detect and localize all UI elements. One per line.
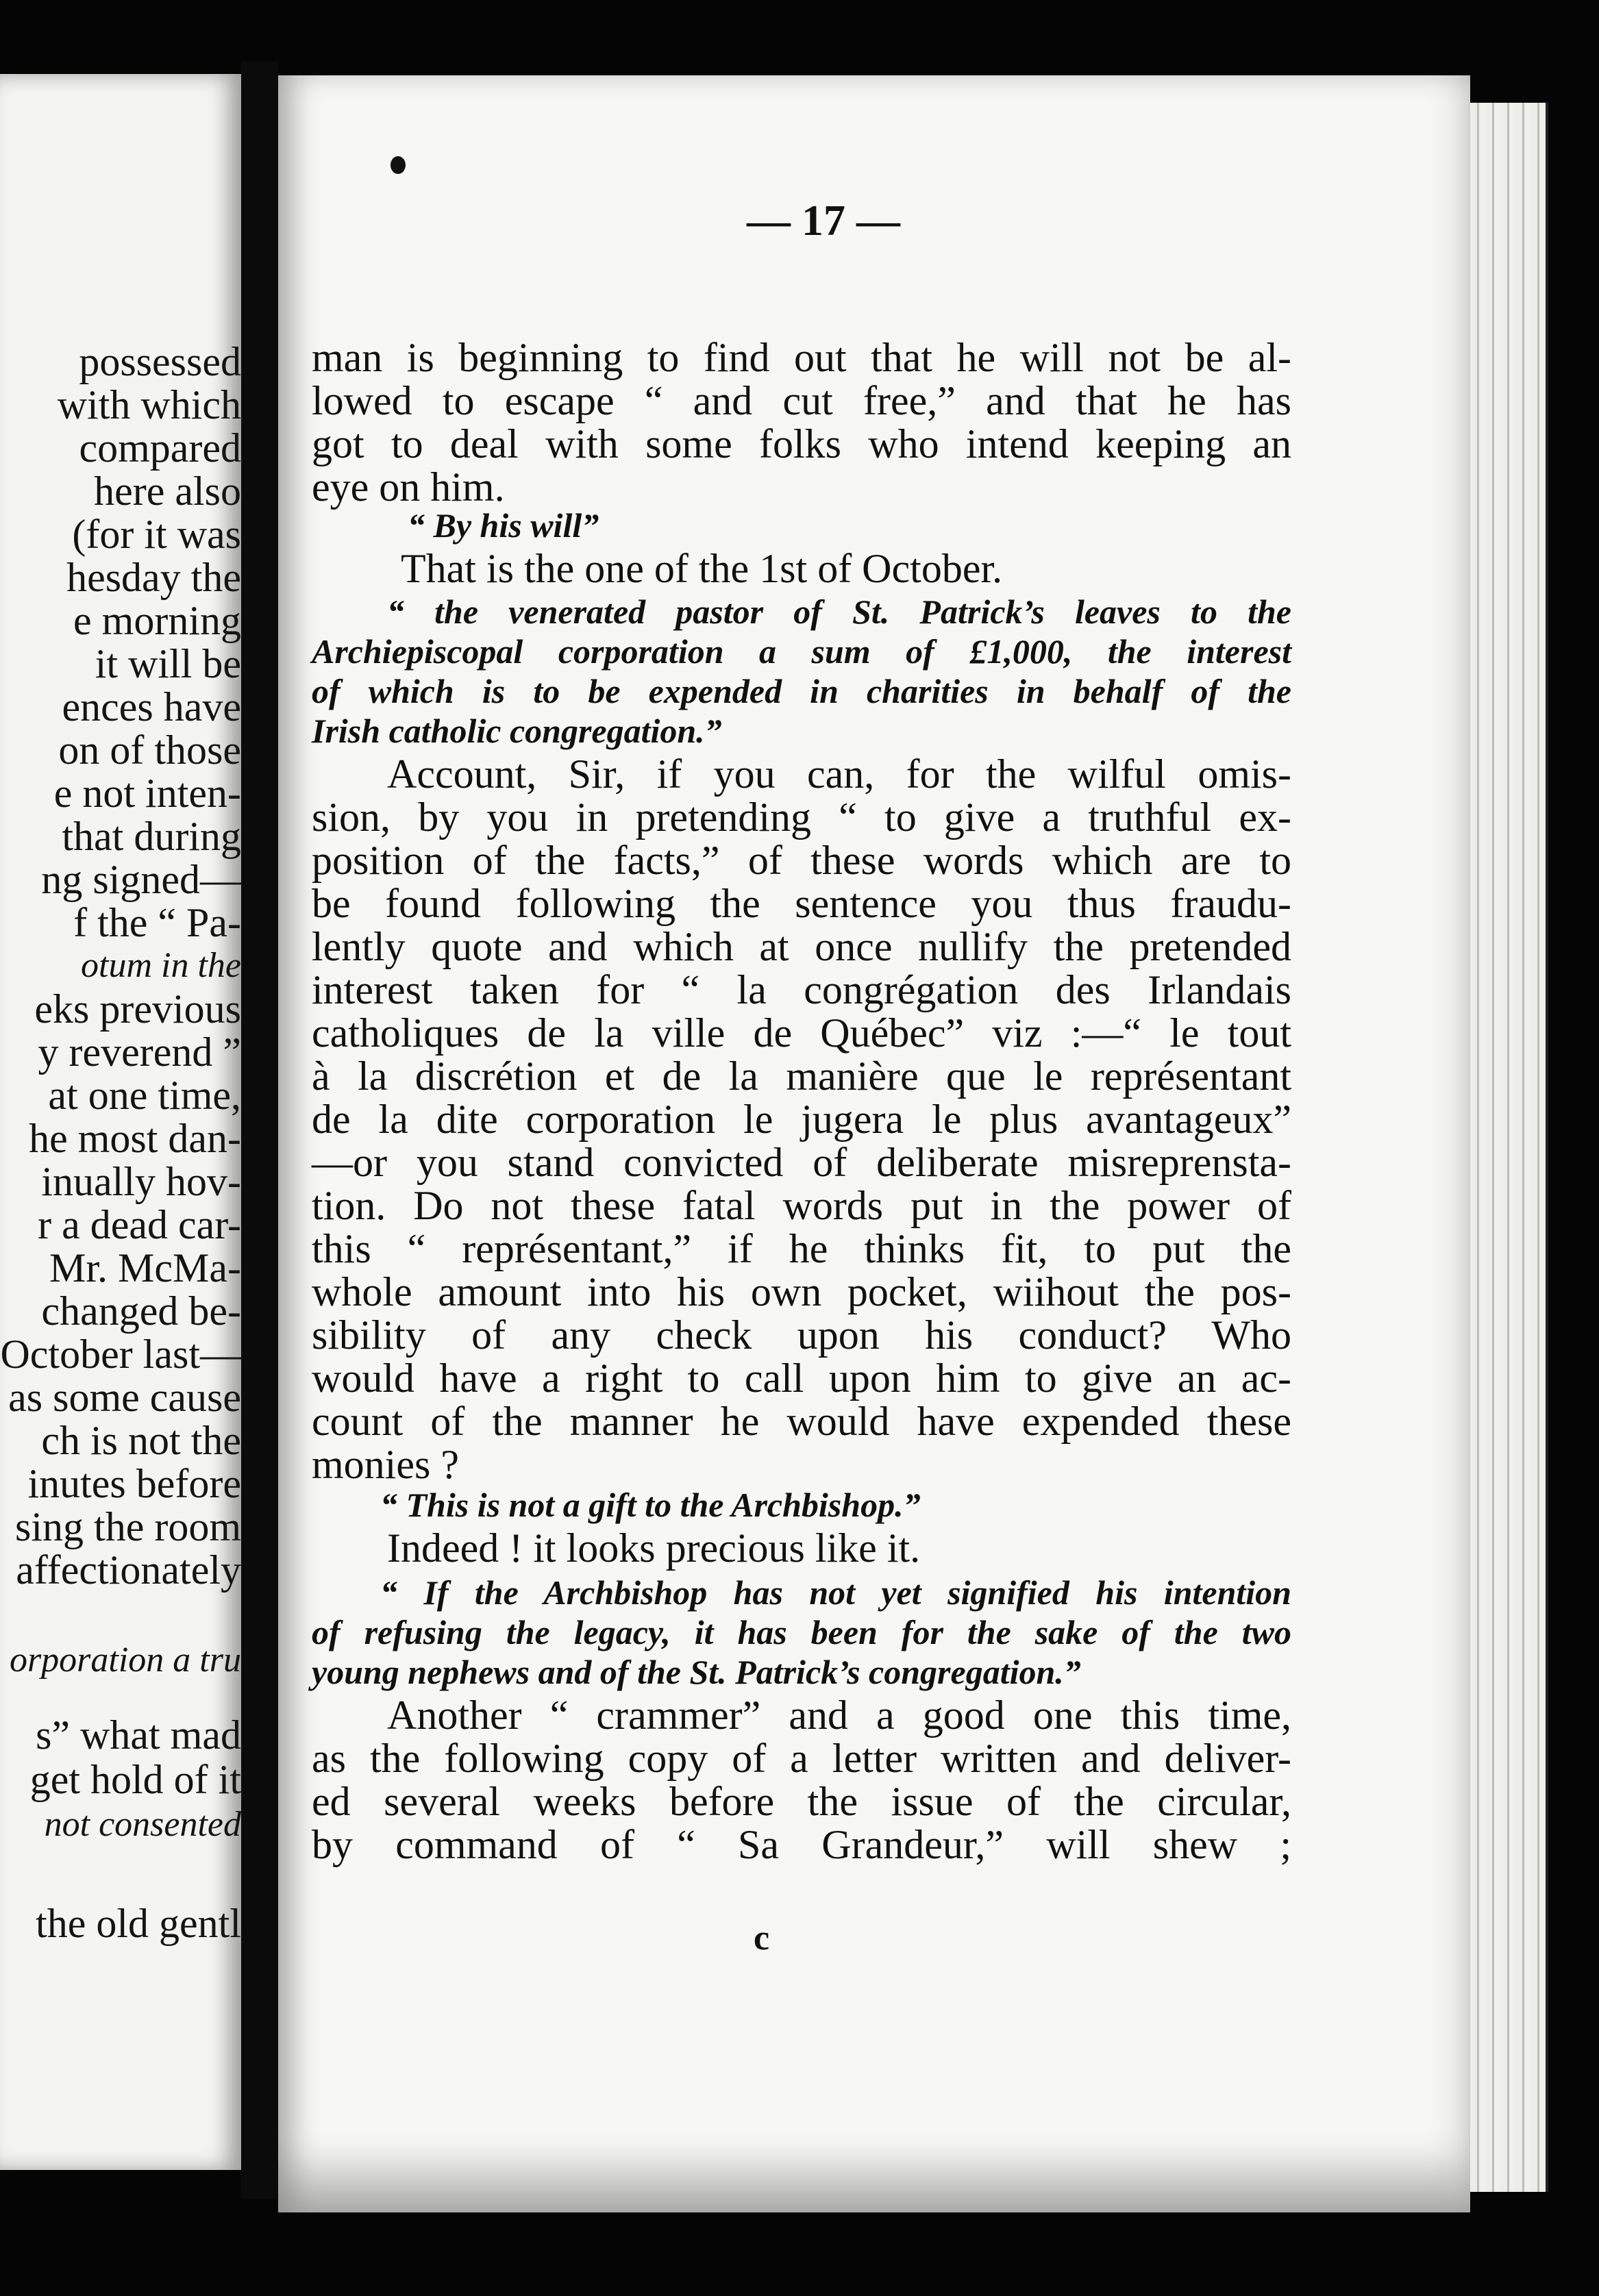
left-line: here also: [94, 469, 241, 514]
left-line: not consented: [44, 1805, 241, 1844]
body-line: That is the one of the 1st of October.: [401, 546, 1003, 591]
body-line: whole amount into his own pocket, wiihout the pos-: [312, 1269, 1291, 1314]
left-line: get hold of it: [29, 1757, 241, 1802]
left-line: changed be-: [41, 1288, 241, 1334]
body-line: lowed to escape “ and cut free,” and that he has: [312, 378, 1291, 423]
body-line: Another “ crammer” and a good one this time,: [387, 1693, 1291, 1738]
quote-line: “ If the Archbishop has not yet signified his intention: [380, 1573, 1291, 1612]
body-line: count of the manner he would have expended these: [312, 1399, 1291, 1444]
left-line: inutes before: [27, 1461, 241, 1506]
body-line: position of the facts,” of these words which are to: [312, 838, 1291, 883]
body-line: Account, Sir, if you can, for the wilful omis-: [387, 751, 1291, 797]
left-line: y reverend ”: [38, 1030, 241, 1075]
left-line: as some cause: [8, 1375, 241, 1420]
left-line: f the “ Pa-: [73, 900, 241, 945]
left-line: Mr. McMa-: [49, 1245, 241, 1290]
left-line: inually hov-: [41, 1159, 241, 1204]
left-line: that during: [62, 814, 241, 859]
body-line: ed several weeks before the issue of the circular,: [312, 1779, 1291, 1824]
quote-line: of which is to be expended in charities in behalf of the: [312, 672, 1291, 710]
quote-line: young nephews and of the St. Patrick’s congregation.”: [312, 1653, 1081, 1691]
body-line: by command of “ Sa Grandeur,” will shew ;: [312, 1822, 1291, 1867]
body-line: tion. Do not these fatal words put in the power of: [312, 1183, 1291, 1228]
body-line: this “ représentant,” if he thinks fit, to put the: [312, 1226, 1291, 1271]
left-line: hesday the: [66, 555, 241, 600]
left-line: the old gentl: [36, 1901, 241, 1946]
left-line: affectionately: [16, 1547, 241, 1593]
left-line: on of those: [58, 727, 241, 773]
left-line: compared: [79, 425, 241, 471]
body-line: de la dite corporation le jugera le plus avantageux”: [312, 1097, 1291, 1142]
left-line: possessed: [79, 339, 241, 384]
left-line: r a dead car-: [38, 1202, 241, 1247]
body-line: Indeed ! it looks precious like it.: [387, 1525, 921, 1571]
book-gutter: [241, 62, 278, 2199]
body-line: lently quote and which at once nullify the pretended: [312, 924, 1291, 969]
left-line: he most dan-: [29, 1116, 241, 1161]
body-line: monies ?: [312, 1442, 459, 1487]
body-line: —or you stand convicted of deliberate misreprensta-: [312, 1140, 1291, 1185]
body-text: [312, 0, 1291, 2296]
quote-line: of refusing the legacy, it has been for the sake of the two: [312, 1613, 1291, 1651]
quote-line: “ the venerated pastor of St. Patrick’s leaves to the: [387, 592, 1291, 631]
left-line: ng signed—: [41, 857, 241, 902]
body-line: be found following the sentence you thus fraudu-: [312, 881, 1291, 926]
left-line: otum in the: [81, 946, 241, 985]
body-line: à la discrétion et de la manière que le représentant: [312, 1053, 1291, 1099]
quote-line: Irish catholic congregation.”: [312, 712, 722, 750]
left-line: October last—: [0, 1332, 241, 1377]
page-edges: [1470, 103, 1548, 2192]
quote-line: “ This is not a gift to the Archbishop.”: [380, 1486, 921, 1524]
body-line: sion, by you in pretending “ to give a truthful ex-: [312, 795, 1291, 840]
body-line: got to deal with some folks who intend keeping an: [312, 421, 1291, 466]
left-line: ences have: [62, 684, 241, 729]
left-line: e morning: [73, 598, 241, 643]
signature-mark: c: [754, 1919, 770, 1958]
body-line: as the following copy of a letter written and deliver-: [312, 1736, 1291, 1781]
body-line: interest taken for “ la congrégation des Irlandais: [312, 967, 1291, 1012]
page-number: — 17 —: [747, 196, 900, 245]
left-line: it will be: [95, 641, 241, 686]
left-line: with which: [57, 382, 241, 427]
left-line: eks previous: [34, 986, 241, 1032]
body-line: man is beginning to find out that he will not be al-: [312, 335, 1291, 380]
left-line: sing the room: [15, 1504, 241, 1549]
left-facing-page: [0, 74, 241, 2170]
left-line: at one time,: [48, 1073, 241, 1118]
left-line: (for it was: [72, 512, 241, 557]
quote-line: Archiepiscopal corporation a sum of £1,000, the interest: [312, 632, 1291, 671]
left-line: orporation a tru: [9, 1640, 241, 1680]
left-line: e not inten-: [53, 771, 241, 816]
body-line: would have a right to call upon him to give an ac-: [312, 1356, 1291, 1401]
body-line: catholiques de la ville de Québec” viz :—“ le tout: [312, 1010, 1291, 1056]
left-line: ch is not the: [41, 1418, 241, 1463]
quote-line: “ By his will”: [408, 506, 599, 545]
body-line: eye on him.: [312, 464, 505, 510]
body-line: sibility of any check upon his conduct? Who: [312, 1312, 1291, 1358]
left-line: s” what mad: [36, 1712, 241, 1758]
